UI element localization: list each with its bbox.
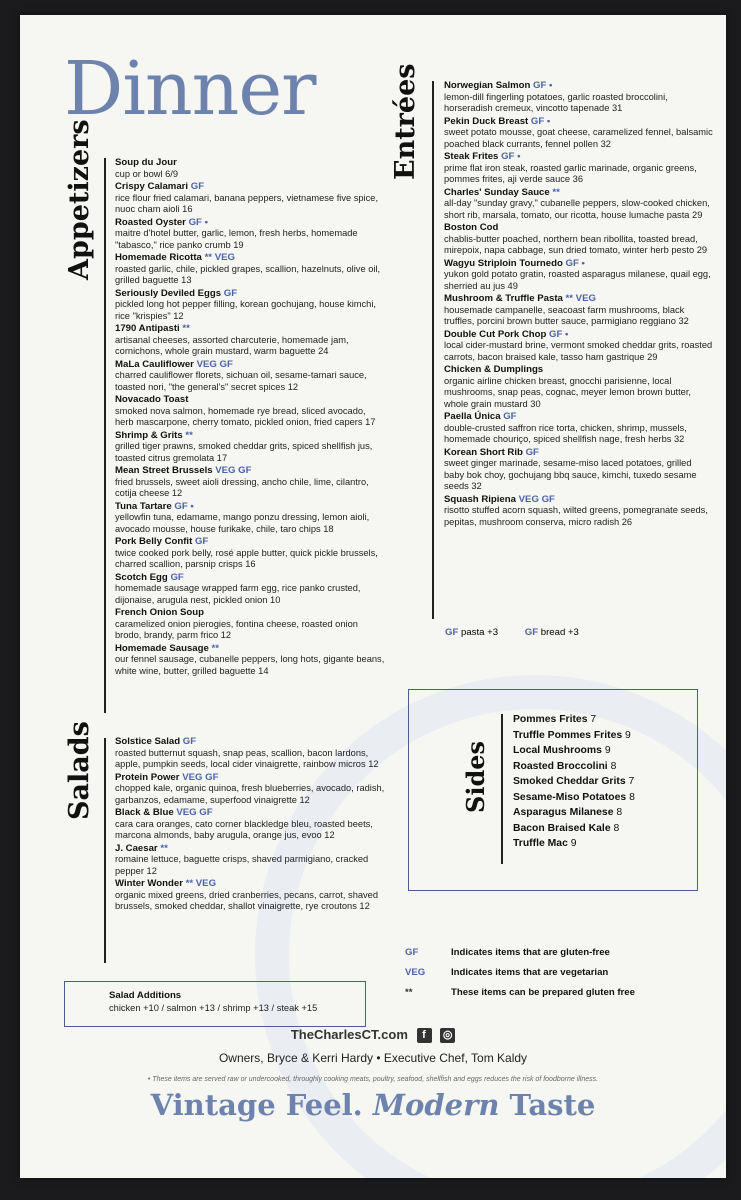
appetizer-item-name: Shrimp & Grits ** bbox=[115, 429, 193, 441]
dietary-tag: GF bbox=[170, 571, 184, 583]
side-price: 9 bbox=[604, 745, 611, 756]
facebook-icon[interactable]: f bbox=[417, 1028, 432, 1043]
salads-list bbox=[115, 736, 385, 914]
dietary-tag: GF • bbox=[530, 115, 551, 127]
page-title: Dinner bbox=[64, 46, 316, 132]
entree-item bbox=[444, 494, 714, 529]
entree-item bbox=[444, 80, 714, 115]
side-item: Truffle Pommes Frites 9 bbox=[513, 729, 631, 741]
appetizer-item-description: grilled tiger prawns, smoked cheddar grits, spiced shellfish jus, toasted citrus gremolata 17 bbox=[115, 441, 373, 463]
dietary-tag: GF bbox=[182, 736, 197, 747]
dietary-tag: GF • bbox=[549, 328, 569, 340]
entree-item-description: sweet potato mousse, goat cheese, caramelized fennel, balsamic poached black currants, fennel pollen 32 bbox=[444, 127, 713, 149]
dietary-tag: ** VEG bbox=[565, 293, 596, 304]
entree-item-description: double-crusted saffron rice torta, chicken, shrimp, mussels, homemade chouriço, spiced shellfish nage, fresh herbs 32 bbox=[444, 422, 687, 444]
side-item: Sesame-Miso Potatoes 8 bbox=[513, 791, 635, 803]
appetizer-item-description: cup or bowl 6/9 bbox=[115, 168, 179, 179]
sides-box bbox=[408, 689, 698, 891]
dietary-tag: GF bbox=[223, 287, 238, 299]
side-price: 9 bbox=[570, 838, 577, 849]
entree-item bbox=[444, 258, 714, 293]
entree-item bbox=[444, 293, 714, 328]
dietary-tag: GF • bbox=[174, 500, 194, 512]
entree-item bbox=[444, 447, 714, 493]
entree-item-name: Norwegian Salmon GF • bbox=[444, 80, 553, 91]
instagram-icon[interactable]: ◎ bbox=[440, 1028, 455, 1043]
entree-item bbox=[444, 364, 714, 410]
salad-item-name: J. Caesar ** bbox=[115, 842, 168, 854]
side-item: Pommes Frites 7 bbox=[513, 714, 597, 725]
entree-item bbox=[444, 329, 714, 364]
addon-bread: GF bread +3 bbox=[524, 627, 579, 638]
salad-item-description: cara cara oranges, cato corner blackledge bleu, roasted beets, marcona almonds, baby arugula, orange jus, evoo 12 bbox=[115, 818, 373, 840]
dietary-tag: ** bbox=[211, 642, 219, 654]
entree-item-description: housemade campanelle, seacoast farm mushrooms, black truffles, porcini brown butter sauce, parmigiano reggiano 32 bbox=[444, 304, 689, 326]
side-item: Local Mushrooms 9 bbox=[513, 745, 611, 756]
sides-list bbox=[513, 712, 635, 852]
appetizer-item-description: pickled long hot pepper filling, korean gochujang, house kimchi, rice "krispies" 12 bbox=[115, 299, 376, 321]
appetizer-item-description: rice flour fried calamari, banana peppers, vietnamese five spice, nuoc cham aioli 16 bbox=[115, 192, 379, 214]
entree-item bbox=[444, 151, 714, 186]
side-item: Smoked Cheddar Grits 7 bbox=[513, 776, 635, 787]
entree-item-name: Steak Frites GF • bbox=[444, 151, 521, 162]
entree-item-name: Double Cut Pork Chop GF • bbox=[444, 328, 569, 340]
appetizer-item-description: maitre d'hotel butter, garlic, lemon, fresh herbs, homemade "tabasco," rice panko crumb 19 bbox=[115, 228, 358, 250]
appetizer-item bbox=[115, 181, 385, 216]
salad-additions-box bbox=[64, 981, 366, 1027]
side-item: Roasted Broccolini 8 bbox=[513, 760, 617, 772]
dietary-tag: VEG GF bbox=[215, 465, 252, 476]
section-label-salads: Salads bbox=[64, 721, 95, 820]
salad-item bbox=[115, 843, 385, 878]
dietary-tag: ** VEG bbox=[204, 252, 235, 263]
entree-item-name: Pekin Duck Breast GF • bbox=[444, 115, 551, 127]
appetizer-item-description: smoked nova salmon, homemade rye bread, sliced avocado, herb mascarpone, cherry tomato, pickled onion, fried capers 17 bbox=[115, 405, 376, 427]
salad-item bbox=[115, 807, 385, 842]
appetizers-list bbox=[115, 157, 385, 678]
entree-item-description: yukon gold potato gratin, roasted asparagus milanese, quail egg, sherried au jus 49 bbox=[444, 269, 711, 291]
appetizer-item bbox=[115, 359, 385, 394]
dietary-tag: GF • bbox=[533, 80, 553, 91]
appetizer-item-name: Homemade Ricotta ** VEG bbox=[115, 252, 235, 263]
tagline: Vintage Feel. Modern Taste bbox=[150, 1088, 596, 1122]
entree-item bbox=[444, 411, 714, 446]
salads-divider bbox=[104, 738, 106, 963]
appetizer-item-name: Pork Belly Confit GF bbox=[115, 536, 209, 547]
appetizer-item-name: MaLa Cauliflower VEG GF bbox=[115, 358, 233, 370]
entrees-list bbox=[444, 80, 714, 529]
menu-page: Dinner Appetizers Soup du Jour cup or bowl 6/9 Crispy Calamari GF rice flour fried calamari, banana peppers, vietnamese five spice, nuoc cham aioli 16 Roasted Oyster GF • maitre d'hotel butter, garlic, lemon, fresh herbs, homemade "tabasco," rice panko crumb 19 Homemade Ricotta ** VEG roasted garlic, chile, pickled grapes, scallion, hazelnuts, olive oil, grilled baguette 13 Seriously Deviled Eggs GF pickled long hot pepper filling, korean gochujang, house kimchi, rice "krispies" 12 1790 Antipasti ** artisanal cheeses, assorted charcuterie, homemade jam, cornichons, whole grain mustard, warm baguette 24 MaLa Cauliflower VEG GF charred cauliflower florets, sichuan oil, sesame-tamari sauce, toasted nori, "the general's" secret spices 12 Novacado Toast smoked nova salmon, homemade rye bread, sliced avocado, herb mascarpone, cherry tomato, pickled onion, fried capers 17 Shrimp & Grits ** grilled tiger prawns, smoked cheddar grits, spiced shellfish jus, toasted citrus gremolata 17 Mean Street Brussels VEG GF fried brussels, sweet aioli dressing, ancho chile, lime, cilantro, cotija cheese 12 Tuna Tartare GF • yellowfin tuna, edamame, mango ponzu dressing, lemon aioli, avocado mousse, house furikake, chile, taro chips 18 Pork Belly Confit GF twice cooked pork belly, rosé apple butter, quick pickle brussels, charred scallion, parsnip crisps 16 Scotch Egg GF homemade sausage wrapped farm egg, rice panko crusted, dijonaise, arugula nest, pickled onion 10 French Onion Soup caramelized onion pierogies, fontina cheese, roasted onion brodo, brandy, parm frico 12 Homemade Sausage ** our fennel sausage, cubanelle peppers, long hots, gigante beans, white wine, butter, grilled baguette 14 Salads Solstice Salad GF roasted butternut squash, snap peas, scallion, bacon lardons, apple, pumpkin seeds, local cider vinaigrette, rainbow micros 12 Protein Power VEG GF chopped kale, organic quinoa, fresh blueberries, avocado, radish, garbanzos, edamame, superfood vinaigrette 12 Black & Blue VEG GF cara cara oranges, cato corner blackledge bleu, roasted beets, marcona almonds, baby arugula, orange jus, evoo 12 J. Caesar ** romaine lettuce, baguette crisps, shaved parmigiano, cracked pepper 12 Winter Wonder ** VEG organic mixed greens, dried cranberries, pecans, carrot, shaved brussels, smoked cheddar, shallot vinaigrette, rye croutons 12 Salad Additions chicken +10 / salmon +13 / shrimp +13 / steak +15 Entrées Norwegian Salmon GF • lemon-dill fingerling potatoes, garlic roasted broccolini, horseradish cremeux, vincotto tapenade 31 Pekin Duck Breast GF • sweet potato mousse, goat cheese, caramelized fennel, balsamic poached black currants, fennel pollen 32 Steak Frites GF • prime flat iron steak, roasted garlic marinade, organic greens, pommes frites, aji verde sauce 36 Charles' Sunday Sauce ** all-day "sunday gravy," cubanelle peppers, slow-cooked chicken, short rib, marsala, tomato, our ricotta, house lumache pasta 29 Boston Cod chablis-butter poached, northern bean ribollita, toasted bread, mirepoix, napa cabbage, sun dried tomato, winter herb pesto 29 Wagyu Striploin Tournedo GF • yukon gold potato gratin, roasted asparagus milanese, quail egg, sherried au jus 49 Mushroom & Truffle Pasta ** VEG housemade campanelle, seacoast farm mushrooms, black truffles, porcini brown butter sauce, parmigiano reggiano 32 Double Cut Pork Chop GF • local cider-mustard brine, vermont smoked cheddar grits, roasted carrots, bacon braised kale, tasso ham gastrique 29 Chicken & Dumplings organic airline chicken breast, gnocchi parisienne, local mushrooms, snap peas, cognac, meyer lemon brown butter, whole grain mustard 30 Paella Única GF double-crusted saffron rice torta, chicken, shrimp, mussels, homemade chouriço, spiced shellfish nage, fresh herbs 32 Korean Short Rib GF sweet ginger marinade, sesame-miso laced potatoes, grilled baby bok choy, gochujang bbq sauce, kimchi, tuxedo sesame seeds 32 Squash Ripiena VEG GF risotto stuffed acorn squash, wilted greens, pomegranate seeds, pepitas, mushroom conserva, micro radish 26 GF pasta +3 GF bread +3 Sides Pommes Frites 7 Truffle Pommes Frites 9 Local Mushrooms 9 Roasted Broccolini 8 Smoked Cheddar Grits 7 Sesame-Miso Potatoes 8 Asparagus Milanese 8 Bacon Braised Kale 8 Truffle Mac 9 GF Indicates items that are gluten-free VEG Indicates items that are vegetarian ** These items can be prepared gluten free TheCharlesCT.com f ◎ Owners, Bryce & Kerri Hardy • Executive Chef, Tom Kaldy • These items are served raw or undercooked, throughly cooking meats, poultry, seafood, shellfish and eggs reduces the risk of foodborne illness. Vintage Feel. Modern Taste bbox=[20, 15, 726, 1178]
salad-item-description: chopped kale, organic quinoa, fresh blueberries, avocado, radish, garbanzos, edamame, superfood vinaigrette 12 bbox=[115, 783, 385, 805]
appetizer-item bbox=[115, 465, 385, 500]
salad-item-name: Protein Power VEG GF bbox=[115, 771, 219, 783]
appetizer-item-description: homemade sausage wrapped farm egg, rice panko crusted, dijonaise, arugula nest, pickled onion 10 bbox=[115, 583, 361, 605]
section-label-sides: Sides bbox=[461, 740, 490, 813]
entree-item-name: Mushroom & Truffle Pasta ** VEG bbox=[444, 293, 596, 304]
side-item: Truffle Mac 9 bbox=[513, 838, 577, 849]
dietary-tag: VEG GF bbox=[176, 807, 213, 818]
entree-item-description: all-day "sunday gravy," cubanelle peppers, slow-cooked chicken, short rib, marsala, tomato, our ricotta, house lumache pasta 29 bbox=[444, 198, 710, 220]
appetizer-item bbox=[115, 536, 385, 571]
entree-item-name: Paella Única GF bbox=[444, 411, 517, 422]
entree-item bbox=[444, 116, 714, 151]
appetizer-item bbox=[115, 323, 385, 358]
appetizer-item-description: artisanal cheeses, assorted charcuterie, homemade jam, cornichons, whole grain mustard, warm baguette 24 bbox=[115, 334, 349, 356]
raw-food-notice: • These items are served raw or undercooked, throughly cooking meats, poultry, seafood, shellfish and eggs reduces the risk of foodborne illness. bbox=[147, 1076, 599, 1083]
entree-item-name: Charles' Sunday Sauce ** bbox=[444, 186, 560, 198]
entree-item-name: Korean Short Rib GF bbox=[444, 446, 539, 458]
appetizer-item-description: roasted garlic, chile, pickled grapes, scallion, hazelnuts, olive oil, grilled baguette 13 bbox=[115, 263, 381, 285]
entree-item-name: Boston Cod bbox=[444, 222, 499, 233]
appetizer-item-name: Seriously Deviled Eggs GF bbox=[115, 287, 238, 299]
entree-item-description: risotto stuffed acorn squash, wilted greens, pomegranate seeds, pepitas, mushroom conserva, micro radish 26 bbox=[444, 505, 708, 527]
entree-item-description: sweet ginger marinade, sesame-miso laced potatoes, grilled baby bok choy, gochujang bbq sauce, kimchi, tuxedo sesame seeds 32 bbox=[444, 458, 697, 491]
side-price: 7 bbox=[628, 776, 635, 787]
appetizer-item-name: Scotch Egg GF bbox=[115, 571, 184, 583]
dietary-tag: ** VEG bbox=[185, 878, 217, 889]
appetizer-item-name: Homemade Sausage ** bbox=[115, 642, 219, 654]
salad-item-name: Solstice Salad GF bbox=[115, 736, 197, 747]
addon-pasta: GF pasta +3 bbox=[445, 627, 499, 638]
dietary-tag: VEG GF bbox=[182, 771, 219, 783]
salad-item-description: romaine lettuce, baguette crisps, shaved parmigiano, cracked pepper 12 bbox=[115, 854, 369, 876]
side-price: 8 bbox=[616, 807, 623, 818]
dietary-tag: GF • bbox=[565, 257, 585, 269]
appetizer-item bbox=[115, 394, 385, 429]
appetizer-item bbox=[115, 607, 385, 642]
entree-item-description: lemon-dill fingerling potatoes, garlic roasted broccolini, horseradish cremeux, vincotto tapenade 31 bbox=[444, 91, 668, 113]
entrees-divider bbox=[432, 81, 434, 619]
side-item: Asparagus Milanese 8 bbox=[513, 807, 623, 818]
appetizer-item bbox=[115, 572, 385, 607]
salad-additions-title: Salad Additions bbox=[109, 990, 182, 1001]
sides-divider bbox=[501, 714, 503, 864]
dietary-tag: ** bbox=[185, 429, 193, 441]
entree-item-name: Chicken & Dumplings bbox=[444, 364, 544, 375]
appetizer-item bbox=[115, 252, 385, 287]
appetizer-item-description: charred cauliflower florets, sichuan oil, sesame-tamari sauce, toasted nori, "the general's" secret spices 12 bbox=[115, 370, 367, 392]
appetizer-item bbox=[115, 643, 385, 678]
salad-item bbox=[115, 772, 385, 807]
side-item: Bacon Braised Kale 8 bbox=[513, 822, 620, 834]
appetizer-item-name: Crispy Calamari GF bbox=[115, 181, 205, 192]
entree-item-description: local cider-mustard brine, vermont smoked cheddar grits, roasted carrots, bacon braised kale, tasso ham gastrique 29 bbox=[444, 340, 713, 362]
dietary-tag: GF bbox=[503, 411, 517, 422]
entree-item-name: Wagyu Striploin Tournedo GF • bbox=[444, 257, 585, 269]
appetizer-item-name: French Onion Soup bbox=[115, 607, 205, 618]
section-label-entrees: Entrées bbox=[390, 63, 421, 180]
appetizer-item bbox=[115, 430, 385, 465]
appetizers-divider bbox=[104, 158, 106, 713]
appetizer-item-description: our fennel sausage, cubanelle peppers, long hots, gigante beans, white wine, butter, grilled baguette 14 bbox=[115, 654, 385, 676]
appetizer-item-name: Novacado Toast bbox=[115, 394, 189, 405]
dietary-tag: ** bbox=[160, 842, 168, 854]
side-price: 8 bbox=[610, 760, 617, 772]
side-price: 8 bbox=[613, 822, 620, 834]
dietary-tag: VEG GF bbox=[196, 358, 233, 370]
salad-item-description: roasted butternut squash, snap peas, scallion, bacon lardons, apple, pumpkin seeds, local cider vinaigrette, rainbow micros 12 bbox=[115, 747, 379, 769]
website-link[interactable]: TheCharlesCT.com bbox=[290, 1027, 408, 1042]
entree-item-description: chablis-butter poached, northern bean ribollita, toasted bread, mirepoix, napa cabbage, sun dried tomato, winter herb pesto 29 bbox=[444, 233, 708, 255]
appetizer-item bbox=[115, 217, 385, 252]
appetizer-item bbox=[115, 288, 385, 323]
footer-website-row bbox=[20, 1027, 726, 1043]
section-label-appetizers: Appetizers bbox=[64, 119, 95, 280]
dietary-tag: GF • bbox=[188, 216, 208, 228]
appetizer-item-name: Tuna Tartare GF • bbox=[115, 500, 194, 512]
appetizer-item-description: fried brussels, sweet aioli dressing, ancho chile, lime, cilantro, cotija cheese 12 bbox=[115, 476, 369, 498]
entree-item-name: Squash Ripiena VEG GF bbox=[444, 493, 555, 505]
dietary-tag: GF bbox=[525, 446, 539, 458]
appetizer-item-name: Roasted Oyster GF • bbox=[115, 216, 208, 228]
salad-item bbox=[115, 878, 385, 913]
entree-item-description: prime flat iron steak, roasted garlic marinade, organic greens, pommes frites, aji verde sauce 36 bbox=[444, 162, 697, 184]
appetizer-item-name: Soup du Jour bbox=[115, 157, 177, 168]
appetizer-item bbox=[115, 157, 385, 180]
side-price: 9 bbox=[625, 729, 631, 741]
dietary-tag: GF bbox=[194, 536, 209, 547]
entree-item-description: organic airline chicken breast, gnocchi parisienne, local mushrooms, snap peas, cognac, meyer lemon brown butter, whole grain mustard 30 bbox=[444, 375, 692, 409]
dietary-tag: GF • bbox=[501, 151, 521, 162]
owners-credit: Owners, Bryce & Kerri Hardy • Executive Chef, Tom Kaldy bbox=[218, 1051, 528, 1065]
dietary-tag: GF bbox=[190, 181, 205, 192]
dietary-tag: ** bbox=[552, 186, 560, 198]
salad-additions-items: chicken +10 / salmon +13 / shrimp +13 / steak +15 bbox=[109, 1003, 318, 1013]
side-price: 8 bbox=[629, 791, 635, 803]
appetizer-item-name: Mean Street Brussels VEG GF bbox=[115, 465, 252, 476]
salad-item-name: Winter Wonder ** VEG bbox=[115, 878, 217, 889]
salad-item bbox=[115, 736, 385, 771]
side-price: 7 bbox=[590, 714, 597, 725]
dietary-tag: ** bbox=[182, 323, 190, 334]
dietary-tag: VEG GF bbox=[518, 493, 555, 505]
salad-item-name: Black & Blue VEG GF bbox=[115, 807, 213, 818]
salad-item-description: organic mixed greens, dried cranberries, pecans, carrot, shaved brussels, smoked cheddar, shallot vinaigrette, rye croutons 12 bbox=[115, 889, 379, 911]
appetizer-item bbox=[115, 501, 385, 536]
entree-addons bbox=[445, 627, 603, 638]
appetizer-item-name: 1790 Antipasti ** bbox=[115, 323, 190, 334]
entree-item bbox=[444, 187, 714, 222]
appetizer-item-description: yellowfin tuna, edamame, mango ponzu dressing, lemon aioli, avocado mousse, house furikake, chile, taro chips 18 bbox=[115, 512, 370, 534]
entree-item bbox=[444, 222, 714, 257]
appetizer-item-description: twice cooked pork belly, rosé apple butter, quick pickle brussels, charred scallion, parsnip crisps 16 bbox=[115, 547, 378, 569]
appetizer-item-description: caramelized onion pierogies, fontina cheese, roasted onion brodo, brandy, parm frico 12 bbox=[115, 618, 358, 640]
